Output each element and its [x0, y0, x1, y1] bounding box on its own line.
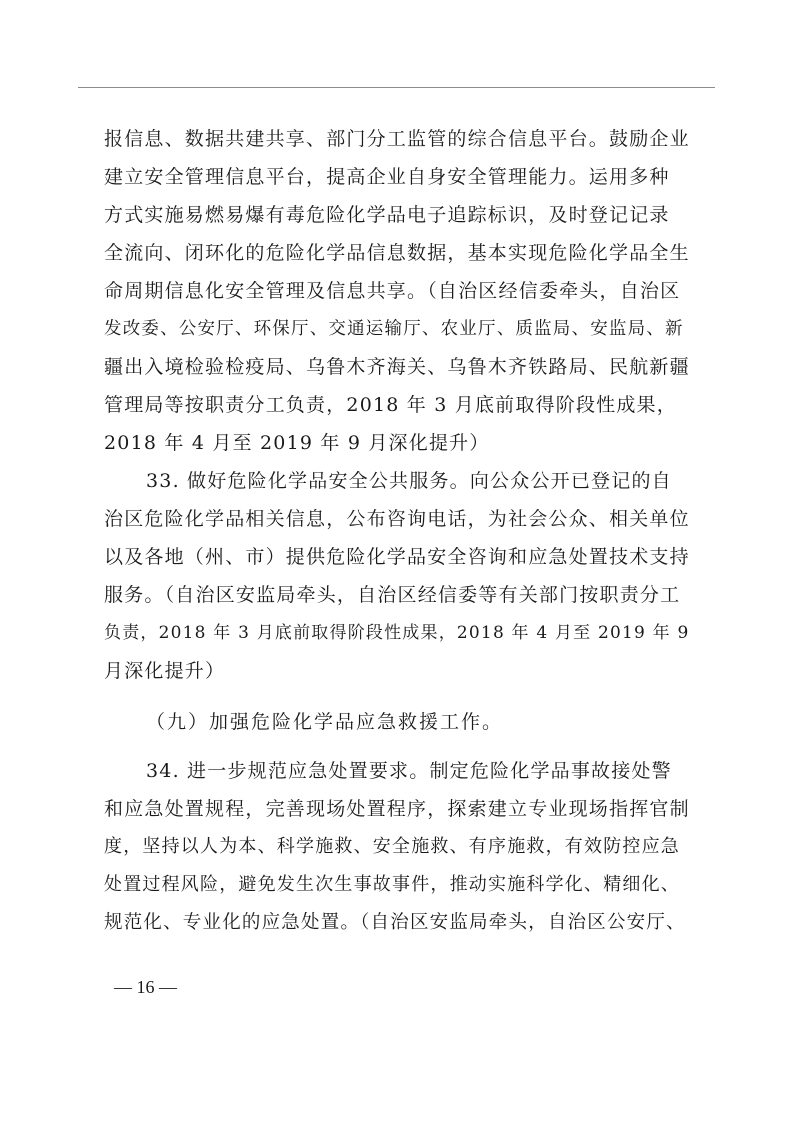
text-line: 报信息、数据共建共享、部门分工监管的综合信息平台。鼓励企业	[104, 128, 690, 150]
text-line: 方式实施易燃易爆有毒危险化学品电子追踪标识，及时登记记录	[104, 204, 670, 226]
text-line: 全流向、闭环化的危险化学品信息数据，基本实现危险化学品全生	[104, 242, 690, 264]
item-34-title-line: 34. 进一步规范应急处置要求。制定危险化学品事故接处警	[146, 760, 672, 782]
header-rule	[78, 87, 715, 88]
text-line: 以及各地（州、市）提供危险化学品安全咨询和应急处置技术支持	[104, 546, 690, 568]
text-line: 和应急处置规程，完善现场处置程序，探索建立专业现场指挥官制	[104, 798, 690, 820]
text-line: 建立安全管理信息平台，提高企业自身安全管理能力。运用多种	[104, 166, 670, 188]
text-line: 处置过程风险，避免发生次生事故事件，推动实施科学化、精细化、	[104, 874, 680, 895]
text-line: 负责，2018 年 3 月底前取得阶段性成果，2018 年 4 月至 2019 年 9	[104, 623, 690, 643]
text-line: 治区危险化学品相关信息，公布咨询电话，为社会公众、相关单位	[104, 508, 690, 530]
text-line: 命周期信息化安全管理及信息共享。（自治区经信委牵头，自治区	[104, 280, 681, 302]
text-line: 2018 年 4 月至 2019 年 9 月深化提升）	[104, 432, 490, 454]
text-line: 疆出入境检验检疫局、乌鲁木齐海关、乌鲁木齐铁路局、民航新疆	[104, 356, 690, 378]
text-line: 规范化、专业化的应急处置。（自治区安监局牵头，自治区公安厅、	[104, 912, 686, 933]
text-line: 管理局等按职责分工负责，2018 年 3 月底前取得阶段性成果，	[104, 394, 677, 416]
text-line: 度，坚持以人为本、科学施救、安全施救、有序施救，有效防控应急	[104, 836, 680, 857]
section-heading: （九）加强危险化学品应急救援工作。	[146, 711, 504, 733]
page-number: — 16 —	[114, 977, 177, 997]
text-line: 发改委、公安厅、环保厅、交通运输厅、农业厅、质监局、安监局、新	[104, 319, 684, 339]
item-33-title-line: 33. 做好危险化学品安全公共服务。向公众公开已登记的自	[146, 470, 672, 492]
text-line: 服务。（自治区安监局牵头，自治区经信委等有关部门按职责分工	[104, 584, 681, 606]
text-line: 月深化提升）	[104, 660, 226, 682]
